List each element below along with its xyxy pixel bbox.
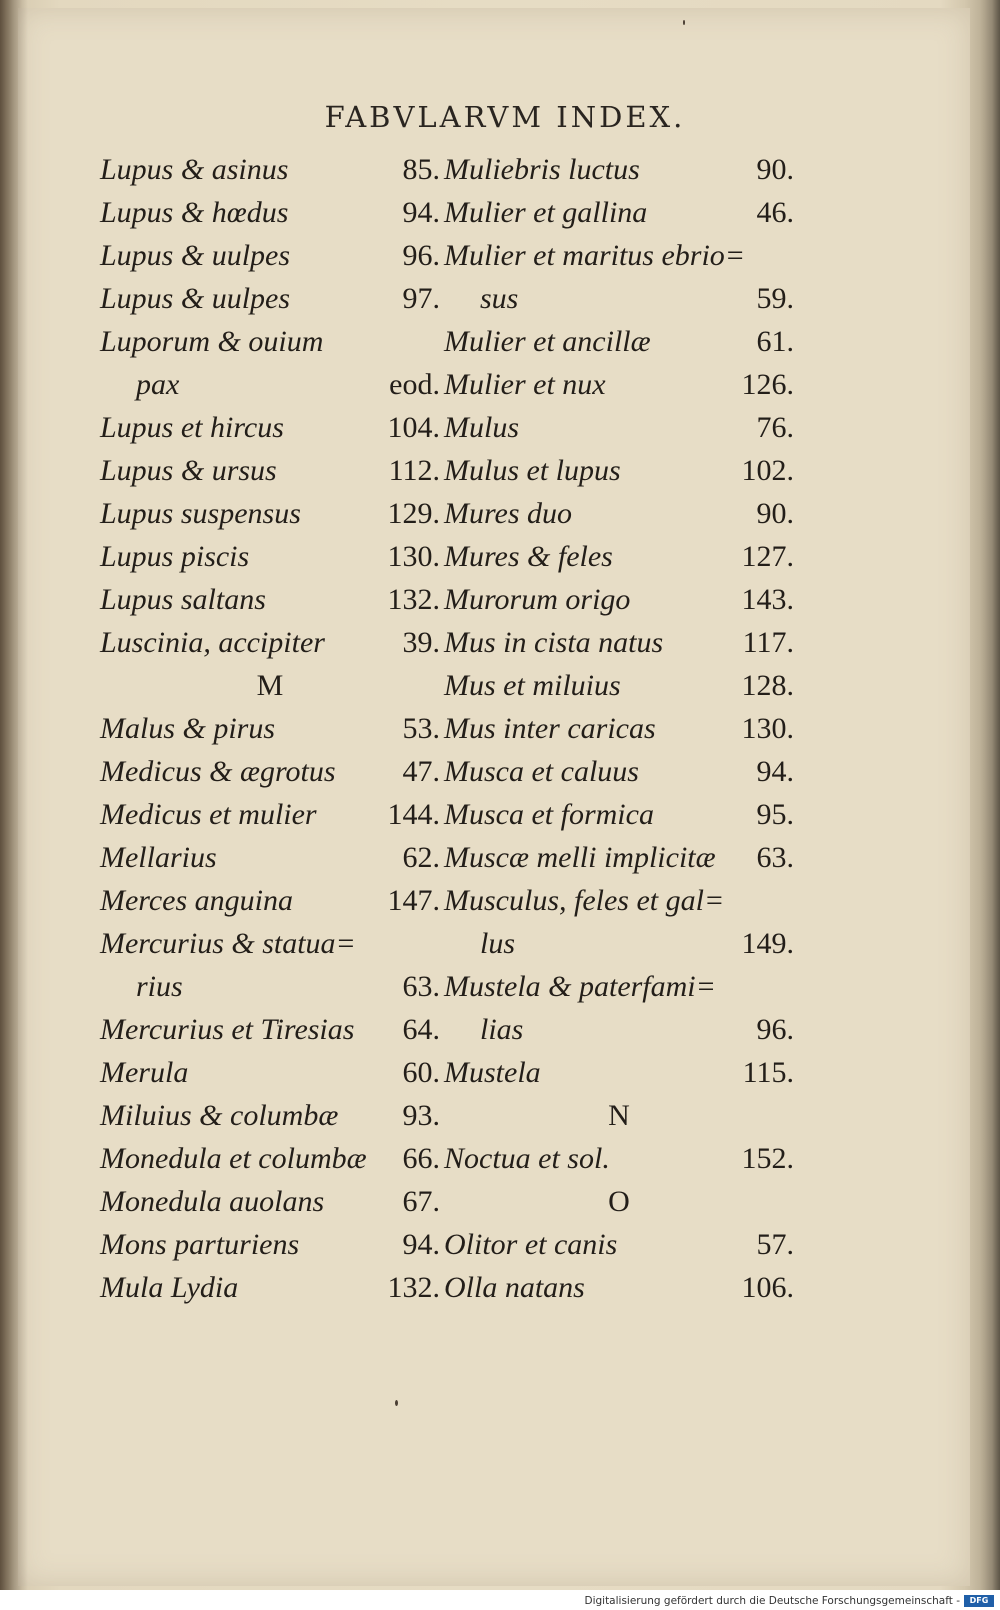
index-section-letter xyxy=(444,1180,794,1223)
entry-title: Miluius & columbæ xyxy=(100,1099,339,1132)
page-edge xyxy=(980,0,1000,1590)
entry-page-number: 104. xyxy=(387,411,440,444)
index-entry xyxy=(100,578,440,621)
section-letter: M xyxy=(256,669,284,702)
index-entry xyxy=(444,922,794,965)
index-entry xyxy=(444,449,794,492)
entry-page-number: 143. xyxy=(741,583,794,616)
entry-page-number: 93. xyxy=(402,1099,440,1132)
entry-page-number: 76. xyxy=(756,411,794,444)
entry-title: Mulus et lupus xyxy=(444,454,621,487)
entry-title: Mus inter caricas xyxy=(444,712,656,745)
entry-page-number: 46. xyxy=(756,196,794,229)
entry-page-number: 64. xyxy=(402,1013,440,1046)
index-entry xyxy=(444,234,794,277)
entry-title: Murorum origo xyxy=(444,583,631,616)
entry-title: Mustela & paterfami= xyxy=(444,970,716,1003)
entry-title: Lupus et hircus xyxy=(100,411,284,444)
entry-page-number: 47. xyxy=(402,755,440,788)
index-entry xyxy=(100,320,440,363)
gutter-shadow xyxy=(0,0,28,1590)
entry-title: Musca et formica xyxy=(444,798,654,831)
entry-title: Musculus, feles et gal= xyxy=(444,884,725,917)
index-entry xyxy=(100,836,440,879)
entry-page-number: 95. xyxy=(756,798,794,831)
index-entry xyxy=(444,578,794,621)
index-entry xyxy=(100,363,440,406)
index-entry xyxy=(444,1008,794,1051)
index-entry xyxy=(100,449,440,492)
entry-title: Mus et miluius xyxy=(444,669,621,702)
entry-page-number: 130. xyxy=(387,540,440,573)
entry-page-number: 63. xyxy=(756,841,794,874)
entry-title: rius xyxy=(136,970,183,1003)
entry-page-number: 117. xyxy=(742,626,794,659)
entry-title: Lupus & asinus xyxy=(100,153,289,186)
entry-page-number: 66. xyxy=(402,1142,440,1175)
entry-title: pax xyxy=(136,368,180,401)
entry-title: lus xyxy=(480,927,516,960)
page-title: FABVLARVM INDEX. xyxy=(324,100,686,134)
index-entry xyxy=(100,492,440,535)
entry-title: Medicus et mulier xyxy=(100,798,317,831)
entry-page-number: 149. xyxy=(741,927,794,960)
index-entry xyxy=(444,750,794,793)
entry-title: sus xyxy=(480,282,519,315)
entry-title: Lupus & hœdus xyxy=(100,196,289,229)
index-entry xyxy=(100,148,440,191)
entry-page-number: 132. xyxy=(387,583,440,616)
entry-title: Lupus & uulpes xyxy=(100,239,291,272)
index-section-letter xyxy=(444,1094,794,1137)
index-entry xyxy=(444,965,794,1008)
entry-title: Muscæ melli implicitæ xyxy=(444,841,716,874)
index-entry xyxy=(100,1051,440,1094)
index-entry xyxy=(444,320,794,363)
entry-page-number: 94. xyxy=(402,196,440,229)
entry-title: Luscinia, accipiter xyxy=(100,626,325,659)
entry-page-number: 61. xyxy=(756,325,794,358)
index-entry xyxy=(444,836,794,879)
index-entry xyxy=(444,664,794,707)
entry-page-number: 90. xyxy=(756,153,794,186)
entry-page-number: 53. xyxy=(402,712,440,745)
index-entry xyxy=(100,1008,440,1051)
entry-page-number: 147. xyxy=(387,884,440,917)
footer-credit: Digitalisierung gefördert durch die Deutsche Forschungsgemeinschaft - xyxy=(584,1595,960,1607)
entry-title: Mons parturiens xyxy=(100,1228,300,1261)
entry-title: Lupus & uulpes xyxy=(100,282,291,315)
index-entry xyxy=(100,1180,440,1223)
entry-title: Luporum & ouium xyxy=(100,325,324,358)
entry-title: Olla natans xyxy=(444,1271,585,1304)
dfg-logo: DFG xyxy=(964,1595,994,1607)
digitization-footer xyxy=(0,1592,1000,1610)
index-column-right xyxy=(444,148,794,1309)
ink-speck xyxy=(683,20,685,25)
entry-title: lias xyxy=(480,1013,524,1046)
index-entry xyxy=(100,277,440,320)
entry-title: Musca et caluus xyxy=(444,755,639,788)
entry-page-number: 127. xyxy=(741,540,794,573)
entry-page-number: 39. xyxy=(402,626,440,659)
entry-page-number: 130. xyxy=(741,712,794,745)
entry-title: Merula xyxy=(100,1056,189,1089)
index-entry xyxy=(100,406,440,449)
entry-page-number: 115. xyxy=(742,1056,794,1089)
section-letter: O xyxy=(608,1185,630,1218)
entry-title: Mulus xyxy=(444,411,519,444)
index-entry xyxy=(100,191,440,234)
entry-page-number: 126. xyxy=(741,368,794,401)
section-letter: N xyxy=(608,1099,630,1132)
index-entry xyxy=(444,1137,794,1180)
index-entry xyxy=(444,621,794,664)
entry-title: Lupus piscis xyxy=(100,540,250,573)
entry-title: Mulier et gallina xyxy=(444,196,648,229)
index-entry xyxy=(100,1223,440,1266)
entry-title: Lupus saltans xyxy=(100,583,266,616)
entry-page-number: 144. xyxy=(387,798,440,831)
index-entry xyxy=(100,707,440,750)
entry-page-number: 62. xyxy=(402,841,440,874)
entry-title: Monedula et columbæ xyxy=(100,1142,367,1175)
index-entry xyxy=(444,879,794,922)
entry-title: Mellarius xyxy=(100,841,217,874)
entry-page-number: 112. xyxy=(388,454,440,487)
index-entry xyxy=(100,879,440,922)
entry-title: Malus & pirus xyxy=(100,712,276,745)
entry-page-number: 85. xyxy=(402,153,440,186)
index-entry xyxy=(444,363,794,406)
entry-title: Muliebris luctus xyxy=(444,153,640,186)
entry-page-number: 57. xyxy=(756,1228,794,1261)
index-entry xyxy=(444,191,794,234)
entry-title: Monedula auolans xyxy=(100,1185,325,1218)
entry-page-number: eod. xyxy=(389,368,440,401)
index-entry xyxy=(444,535,794,578)
index-entry xyxy=(444,277,794,320)
entry-title: Olitor et canis xyxy=(444,1228,618,1261)
index-column-left xyxy=(100,148,440,1309)
index-entry xyxy=(444,1223,794,1266)
ink-speck xyxy=(395,1400,398,1406)
entry-page-number: 63. xyxy=(402,970,440,1003)
index-entry xyxy=(100,793,440,836)
index-entry xyxy=(100,1266,440,1309)
index-entry xyxy=(100,234,440,277)
entry-page-number: 60. xyxy=(402,1056,440,1089)
entry-title: Mulier et nux xyxy=(444,368,606,401)
index-entry xyxy=(100,621,440,664)
entry-page-number: 102. xyxy=(741,454,794,487)
entry-page-number: 67. xyxy=(402,1185,440,1218)
entry-page-number: 128. xyxy=(741,669,794,702)
index-entry xyxy=(100,965,440,1008)
entry-page-number: 94. xyxy=(402,1228,440,1261)
entry-title: Lupus & ursus xyxy=(100,454,277,487)
index-entry xyxy=(100,535,440,578)
entry-title: Mus in cista natus xyxy=(444,626,664,659)
entry-page-number: 132. xyxy=(387,1271,440,1304)
entry-title: Merces anguina xyxy=(100,884,294,917)
entry-page-number: 94. xyxy=(756,755,794,788)
entry-page-number: 59. xyxy=(756,282,794,315)
index-entry xyxy=(100,750,440,793)
entry-title: Mulier et maritus ebrio= xyxy=(444,239,746,272)
entry-title: Noctua et sol. xyxy=(444,1142,610,1175)
index-entry xyxy=(444,406,794,449)
index-entry xyxy=(100,1094,440,1137)
entry-page-number: 129. xyxy=(387,497,440,530)
index-entry xyxy=(444,1051,794,1094)
entry-title: Mures duo xyxy=(444,497,573,530)
index-entry xyxy=(444,793,794,836)
entry-page-number: 97. xyxy=(402,282,440,315)
entry-title: Mercurius & statua= xyxy=(100,927,356,960)
entry-title: Medicus & ægrotus xyxy=(100,755,336,788)
index-section-letter xyxy=(100,664,440,707)
index-entry xyxy=(100,922,440,965)
entry-title: Mula Lydia xyxy=(100,1271,239,1304)
entry-title: Mures & feles xyxy=(444,540,613,573)
entry-title: Mulier et ancillæ xyxy=(444,325,651,358)
index-entry xyxy=(444,707,794,750)
index-entry xyxy=(444,1266,794,1309)
entry-title: Mustela xyxy=(444,1056,541,1089)
index-entry xyxy=(444,492,794,535)
index-entry xyxy=(100,1137,440,1180)
index-entry xyxy=(444,148,794,191)
entry-page-number: 152. xyxy=(741,1142,794,1175)
entry-title: Lupus suspensus xyxy=(100,497,301,530)
entry-page-number: 106. xyxy=(741,1271,794,1304)
entry-page-number: 96. xyxy=(756,1013,794,1046)
entry-page-number: 96. xyxy=(402,239,440,272)
entry-title: Mercurius et Tiresias xyxy=(100,1013,355,1046)
entry-page-number: 90. xyxy=(756,497,794,530)
